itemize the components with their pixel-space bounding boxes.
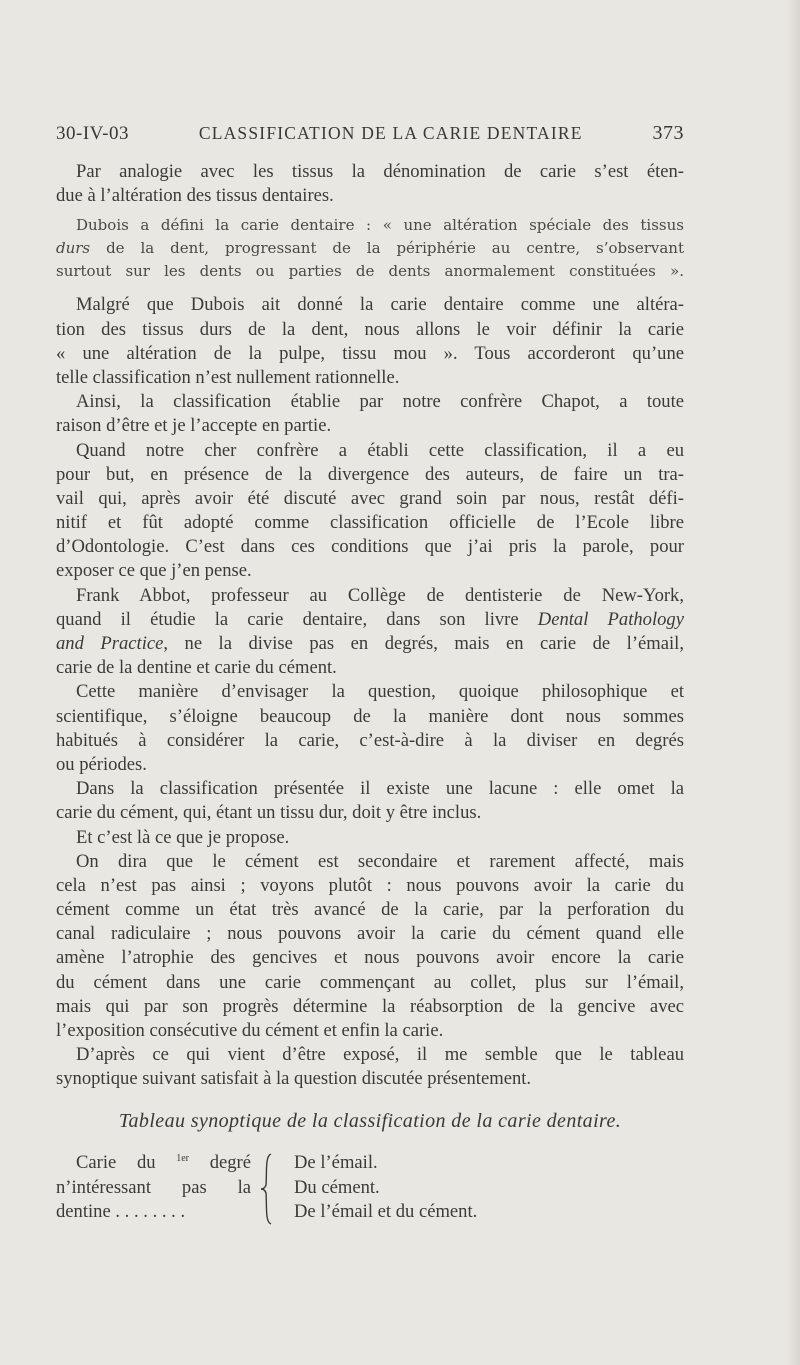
quote-line: surtout sur les dents ou parties de dents anormalement constituées ». — [56, 262, 684, 281]
paragraph-line: scientifique, s’éloigne beaucoup de la manière dont nous sommes — [56, 705, 684, 727]
paragraph-line: « une altération de la pulpe, tissu mou ». Tous accorderont qu’une — [56, 342, 684, 364]
italic-title: durs — [56, 239, 91, 258]
paragraph-line: Cette manière d’envisager la question, quoique philosophique et — [76, 681, 684, 703]
header-title: CLASSIFICATION DE LA CARIE DENTAIRE — [198, 123, 583, 143]
table-right-line: De l’émail et du cément. — [294, 1201, 478, 1222]
paragraph-line: D’après ce qui vient d’être exposé, il me semble que le tableau — [76, 1044, 684, 1066]
table-left-line-1 — [56, 1152, 251, 1177]
paragraph-line: and Practice, ne la divise pas en degrés, mais en carie de l’émail, — [56, 633, 684, 654]
paragraph-line: Par analogie avec les tissus la dénomination de carie s’est éten- — [76, 161, 684, 182]
quote-line: Dubois a défini la carie dentaire : « une altération spéciale des tissus — [76, 216, 684, 235]
quote-line-italic: durs de la dent, progressant de la périphérie au centre, s’observant — [56, 239, 684, 258]
paragraph-line: ou périodes. — [56, 753, 147, 775]
italic-title: and Practice — [56, 633, 164, 654]
paragraph-line: pour but, en présence de la divergence des auteurs, de faire un tra- — [56, 463, 684, 485]
table-title: Tableau synoptique de la classification de la carie dentaire. — [118, 1110, 622, 1132]
brace-icon — [259, 1152, 275, 1226]
paragraph-line: mais qui par son progrès détermine la réabsorption de la gencive avec — [56, 995, 684, 1017]
paragraph-line: due à l’altération des tissus dentaires. — [56, 185, 334, 207]
paragraph-line: tion des tissus durs de la dent, nous allons le voir définir la carie — [56, 318, 684, 340]
paragraph-line: cément comme un état très avancé de la carie, par la perforation du — [56, 899, 684, 921]
paragraph-line: canal radiculaire ; nous pouvons avoir la carie du cément quand elle — [56, 923, 684, 945]
page-number: 373 — [652, 122, 684, 144]
paragraph-line: Frank Abbot, professeur au Collège de dentisterie de New-York, — [76, 584, 684, 606]
quote-block — [56, 214, 684, 283]
table-left-line-3: dentine . . . . . . . . — [56, 1201, 186, 1222]
paragraph-line: Quand notre cher confrère a établi cette classification, il a eu — [76, 439, 684, 461]
table-left-column — [56, 1152, 251, 1226]
body-text — [56, 160, 684, 1092]
page-edge-shadow — [786, 0, 800, 1365]
paragraph-line: synoptique suivant satisfait à la question discutée présentement. — [56, 1068, 532, 1090]
table-left-superscript: 1er — [176, 1152, 190, 1164]
paragraph-line: habitués à considérer la carie, c’est-à-dire à la diviser en degrés — [56, 729, 684, 751]
paragraph-line: nitif et fût adopté comme classification officielle de l’Ecole libre — [56, 512, 684, 534]
paragraph-line: On dira que le cément est secondaire et rarement affecté, mais — [76, 850, 684, 872]
table-right-column — [294, 1152, 674, 1226]
paragraph-line: vail qui, après avoir été discuté avec grand soin par nous, restât défi- — [56, 487, 684, 509]
header-date: 30-IV-03 — [56, 123, 129, 144]
italic-title: Dental Pathology — [537, 608, 684, 630]
paragraph-line: raison d’être et je l’accepte en partie. — [56, 415, 332, 437]
paragraph-line: Malgré que Dubois ait donné la carie dentaire comme une altéra- — [76, 294, 684, 316]
paragraph-line: Et c’est là ce que je propose. — [76, 826, 290, 848]
paragraph-line: Ainsi, la classification établie par notre confrère Chapot, a toute — [76, 391, 684, 413]
table-left-line-2: n’intéressant pas la — [56, 1176, 251, 1198]
paragraph-line: du cément dans une carie commençant au collet, plus sur l’émail, — [56, 971, 684, 993]
paragraph-line: d’Odontologie. C’est dans ces conditions que j’ai pris la parole, pour — [56, 536, 684, 558]
paragraph-line: cela n’est pas ainsi ; voyons plutôt : nous pouvons avoir la carie du — [56, 874, 684, 896]
paragraph-line: amène l’atrophie des gencives et nous pouvons avoir encore la carie — [56, 947, 684, 969]
paragraph-line: Dans la classification présentée il existe une lacune : elle omet la — [76, 778, 684, 800]
paragraph-line: carie du cément, qui, étant un tissu dur, doit y être inclus. — [56, 802, 482, 824]
running-header — [56, 122, 684, 145]
paragraph-line: telle classification n’est nullement rationnelle. — [56, 366, 400, 388]
paragraph-line: quand il étudie la carie dentaire, dans son livre Dental Pathology — [56, 608, 684, 630]
table-left-text: Carie du — [76, 1152, 177, 1173]
paragraph-line: carie de la dentine et carie du cément. — [56, 657, 337, 679]
paragraph-line: exposer ce que j’en pense. — [56, 560, 252, 582]
table-right-line: Du cément. — [294, 1176, 380, 1198]
body-paragraphs — [56, 293, 684, 1091]
table-right-line: De l’émail. — [294, 1152, 378, 1173]
paragraph-line: l’exposition consécutive du cément et enfin la carie. — [56, 1020, 444, 1041]
table-left-text: degré — [189, 1152, 251, 1173]
